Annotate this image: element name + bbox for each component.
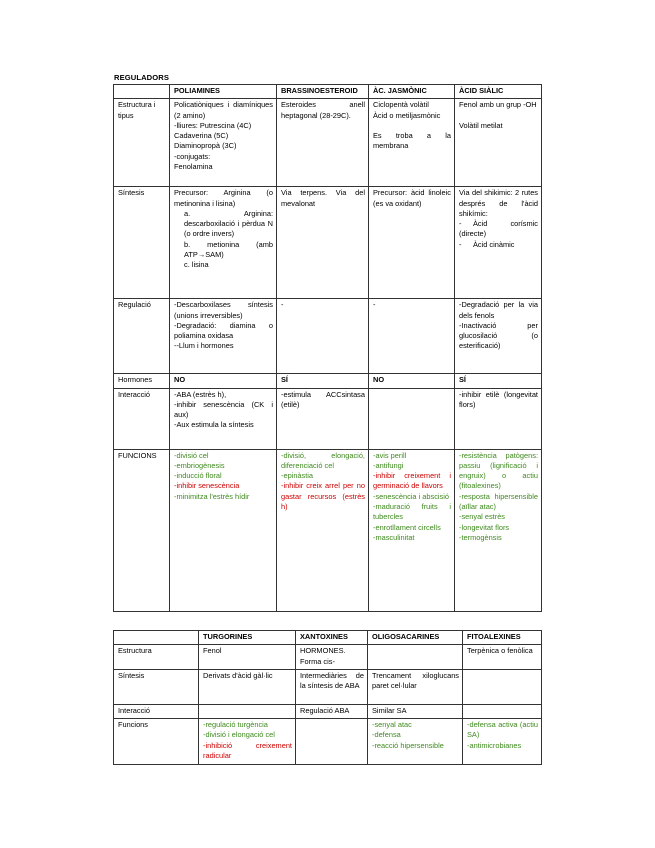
header-ac-jasmonic: ÀC. JASMÒNIC: [369, 85, 455, 99]
cell-line: -inhibir creix arrel per no gastar recursos (estrès h): [281, 481, 365, 512]
cell-line: -inhibir etilè (longevitat flors): [459, 389, 538, 409]
cell-text: Àcid corísmic (directe): [459, 219, 538, 239]
cell-jasmonic-funcions: [369, 449, 455, 611]
row-label-sintesis: Síntesis: [114, 187, 170, 299]
cell-xantoxines-estructura: [296, 645, 368, 670]
cell-line: -minimitza l'estrès hídir: [174, 491, 250, 501]
cell-turgorines-funcions: [199, 719, 296, 765]
row-label-funcions: FUNCIONS: [114, 449, 170, 611]
row-label-interaccio: Interacció: [114, 388, 170, 449]
table-row: [114, 388, 542, 449]
cell-line: Fenol amb un grup -OH: [459, 100, 537, 110]
cell-line: -senyal estrès: [459, 512, 506, 522]
cell-brassino-sintesis: [277, 187, 369, 299]
cell-fitoalexines-funcions: [463, 719, 542, 765]
table-row: [114, 669, 542, 704]
cell-poliamines-interaccio: [170, 388, 277, 449]
cell-line: Esteroides anell heptagonal (28-29C).: [281, 100, 365, 120]
table-row: [114, 449, 542, 611]
cell-line: Diaminopropà (3C): [174, 141, 237, 151]
row-label-interaccio: Interacció: [114, 704, 199, 718]
cell-line: [459, 219, 538, 240]
cell-line: Fenolamina: [174, 162, 213, 172]
cell-oligosacarines-sintesis: [368, 669, 463, 704]
cell-line: -senescència i abscisió: [373, 491, 449, 501]
cell-brassino-funcions: [277, 449, 369, 611]
cell-poliamines-funcions: [170, 449, 277, 611]
cell-line: -inhibició creixement radicular: [203, 740, 292, 761]
cell-line: -reacció hipersensible: [372, 740, 444, 750]
cell-line: HORMONES. Forma cis-: [300, 646, 346, 666]
cell-line: a. Arginina: descarboxilació i pèrdua N (o ordre invers): [184, 208, 273, 239]
cell-line: -masculinitat: [373, 532, 415, 542]
cell-line: Precursor: Arginina (o metinonina i lisina): [174, 188, 273, 208]
cell-oligosacarines-interaccio: Similar SA: [368, 704, 463, 718]
table-header-row: [114, 631, 542, 645]
cell-sialic-regulacio: [455, 299, 542, 374]
header-poliamines: POLIAMINES: [170, 85, 277, 99]
header-acid-sialic: ÀCID SIÀLIC: [455, 85, 542, 99]
cell-line: -epinàstia: [281, 471, 314, 481]
header-oligosacarines: OLIGOSACARINES: [368, 631, 463, 645]
cell-line: -senyal atac: [372, 720, 412, 730]
cell-line: Àcid o metiljasmònic: [373, 110, 441, 120]
cell-line: -longevitat flors: [459, 522, 510, 532]
cell-turgorines-sintesis: Derivats d'àcid gàl·lic: [199, 669, 296, 704]
cell-line: -avis perill: [373, 450, 407, 460]
cell-jasmonic-hormones: NO: [369, 374, 455, 388]
cell-line: -inducció floral: [174, 471, 222, 481]
cell-jasmonic-sintesis: [369, 187, 455, 299]
cell-line: -embriogènesis: [174, 460, 225, 470]
cell-fitoalexines-estructura: [463, 645, 542, 670]
cell-xantoxines-sintesis: [296, 669, 368, 704]
cell-jasmonic-interaccio: [369, 388, 455, 449]
cell-line: -resposta hipersensible (aïllar atac): [459, 491, 538, 512]
cell-line: -Degradació: diamina o poliamina oxidasa: [174, 320, 273, 341]
cell-brassino-estructura: [277, 99, 369, 187]
cell-sialic-estructura: [455, 99, 542, 187]
cell-line: -: [281, 300, 284, 310]
cell-line: [459, 111, 538, 121]
table-row: [114, 374, 542, 388]
cell-line: Policatiòniques i diamíniques (2 amino): [174, 100, 273, 120]
cell-line: --Llum i hormones: [174, 341, 234, 351]
regulators-table-2: [113, 630, 542, 765]
row-label-hormones: Hormones: [114, 374, 170, 388]
cell-line: -estimula ACCsintasa (etilè): [281, 389, 365, 409]
cell-line: -resistència patògens: passiu (lignificació i engruix) o actiu (fitoalexines): [459, 450, 538, 491]
row-label-sintesis: Síntesis: [114, 669, 199, 704]
cell-line: -ABA (estrès h),: [174, 389, 227, 399]
header-xantoxines: XANTOXINES: [296, 631, 368, 645]
cell-fitoalexines-sintesis: [463, 669, 542, 704]
cell-line: -termogènsis: [459, 532, 502, 542]
cell-turgorines-estructura: Fenol: [199, 645, 296, 670]
row-label-estructura: Estructura: [114, 645, 199, 670]
cell-xantoxines-interaccio: Regulació ABA: [296, 704, 368, 718]
cell-sialic-sintesis: [455, 187, 542, 299]
bullet-icon: -: [459, 219, 462, 229]
table-header-row: [114, 85, 542, 99]
cell-oligosacarines-estructura: [368, 645, 463, 670]
cell-line: Intermediàries de la síntesis de ABA: [300, 670, 364, 691]
cell-line: c. lisina: [184, 260, 209, 270]
cell-line: -antimicrobianes: [467, 740, 522, 750]
header-empty: [114, 85, 170, 99]
cell-line: Via terpens. Via del mevalonat: [281, 188, 365, 208]
cell-line: -Descarboxilases síntesis (unions irreversibles): [174, 300, 273, 320]
cell-line: -defensa: [372, 730, 401, 740]
cell-poliamines-hormones: NO: [170, 374, 277, 388]
table-row: [114, 645, 542, 670]
cell-line: Es troba a la membrana: [373, 131, 451, 151]
cell-line: -inhibir creixement i germinació de llavors: [373, 471, 451, 491]
header-fitoalexines: FITOALEXINES: [463, 631, 542, 645]
table-row: [114, 299, 542, 374]
cell-line: -lliures: Putrescina (4C): [174, 120, 252, 130]
regulators-table: [113, 84, 542, 612]
cell-line: -inhibir senescència: [174, 481, 240, 491]
cell-line: -divisió, elongació, diferenciació cel: [281, 450, 365, 470]
header-turgorines: TURGORINES: [199, 631, 296, 645]
cell-line: Volàtil metilat: [459, 120, 503, 130]
cell-jasmonic-regulacio: [369, 299, 455, 374]
cell-line: Ciclopentà volàtil: [373, 100, 429, 110]
bullet-icon: -: [459, 239, 462, 249]
cell-brassino-interaccio: [277, 388, 369, 449]
cell-line: Precursor: àcid linoleic (es va oxidant): [373, 188, 451, 208]
cell-line: -Degradació per la via dels fenols: [459, 300, 538, 320]
cell-line: -regulació turgència: [203, 720, 268, 730]
cell-line: Via del shikimic: 2 rutes després de l'àcid shikímic:: [459, 188, 538, 218]
cell-line: -divisió cel: [174, 450, 209, 460]
cell-oligosacarines-funcions: [368, 719, 463, 765]
cell-line: Trencament xiloglucans paret cel·lular: [372, 670, 459, 691]
cell-poliamines-estructura: [170, 99, 277, 187]
cell-line: -enrotllament circells: [373, 522, 441, 532]
cell-sialic-interaccio: [455, 388, 542, 449]
table-row: [114, 704, 542, 718]
cell-line: -Aux estimula la síntesis: [174, 420, 254, 430]
cell-line: -Inactivació per glucosilació (o esterificació): [459, 320, 538, 351]
cell-line: -maduració fruits i tubercles: [373, 502, 451, 522]
cell-line: Cadaverina (5C): [174, 131, 229, 141]
cell-fitoalexines-interaccio: [463, 704, 542, 718]
cell-line: Terpènica o fenòlica: [467, 646, 533, 656]
page-title: REGULADORS: [114, 73, 170, 82]
cell-line: -: [373, 300, 376, 310]
row-label-funcions: Funcions: [114, 719, 199, 765]
cell-poliamines-sintesis: [170, 187, 277, 299]
cell-turgorines-interaccio: [199, 704, 296, 718]
header-brassinoesteroid: BRASSINOESTEROID: [277, 85, 369, 99]
cell-line: -antifungi: [373, 460, 404, 470]
cell-brassino-regulacio: [277, 299, 369, 374]
cell-sialic-hormones: SÍ: [455, 374, 542, 388]
cell-jasmonic-estructura: [369, 99, 455, 187]
header-empty: [114, 631, 199, 645]
cell-line: -divisió i elongació cel: [203, 730, 275, 740]
cell-text: Àcid cinàmic: [473, 239, 515, 249]
cell-xantoxines-funcions: [296, 719, 368, 765]
table-row: [114, 187, 542, 299]
cell-line: b. metionina (amb ATP→SAM): [184, 239, 273, 260]
table-row: [114, 99, 542, 187]
cell-line: -conjugats:: [174, 151, 211, 161]
table-row: [114, 719, 542, 765]
cell-poliamines-regulacio: [170, 299, 277, 374]
cell-line: [373, 121, 451, 131]
cell-brassino-hormones: SÍ: [277, 374, 369, 388]
cell-line: -defensa activa (actiu SA): [467, 720, 538, 740]
cell-line: [459, 240, 538, 250]
row-label-estructura: Estructura i tipus: [114, 99, 170, 187]
row-label-regulacio: Regulació: [114, 299, 170, 374]
cell-sialic-funcions: [455, 449, 542, 611]
cell-line: -inhibir senescència (CK i aux): [174, 399, 273, 420]
